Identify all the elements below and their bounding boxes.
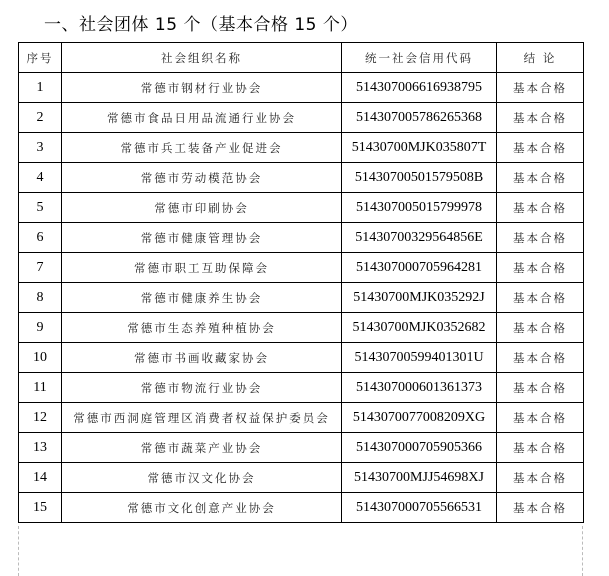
row-result: 基本合格 [497, 403, 584, 433]
header-seq: 序号 [19, 43, 62, 73]
table-row [19, 493, 584, 523]
row-org-name: 常德市生态养殖种植协会 [62, 313, 342, 343]
row-seq: 7 [19, 253, 62, 283]
table-row [19, 283, 584, 313]
row-seq: 6 [19, 223, 62, 253]
row-credit-code: 514307000601361373 [342, 373, 497, 403]
row-org-name: 常德市汉文化协会 [62, 463, 342, 493]
row-seq: 12 [19, 403, 62, 433]
row-result: 基本合格 [497, 343, 584, 373]
row-credit-code: 51430700MJK035292J [342, 283, 497, 313]
table-row [19, 373, 584, 403]
table-row [19, 223, 584, 253]
row-credit-code: 514307006616938795 [342, 73, 497, 103]
row-credit-code: 514307000705964281 [342, 253, 497, 283]
row-org-name: 常德市劳动模范协会 [62, 163, 342, 193]
row-org-name: 常德市文化创意产业协会 [62, 493, 342, 523]
row-org-name: 常德市健康管理协会 [62, 223, 342, 253]
table-row [19, 133, 584, 163]
row-credit-code: 5143070077008209XG [342, 403, 497, 433]
header-credit-code: 统一社会信用代码 [342, 43, 497, 73]
row-result: 基本合格 [497, 373, 584, 403]
table-row [19, 463, 584, 493]
row-org-name: 常德市兵工装备产业促进会 [62, 133, 342, 163]
table-row [19, 403, 584, 433]
row-org-name: 常德市钢材行业协会 [62, 73, 342, 103]
row-seq: 11 [19, 373, 62, 403]
section-heading: 一、社会团体 15 个（基本合格 15 个） [44, 15, 358, 35]
table-row [19, 313, 584, 343]
row-seq: 2 [19, 103, 62, 133]
row-credit-code: 51430700MJK035807T [342, 133, 497, 163]
row-seq: 3 [19, 133, 62, 163]
table-row [19, 103, 584, 133]
row-seq: 14 [19, 463, 62, 493]
table-row [19, 193, 584, 223]
table-row [19, 73, 584, 103]
page-margin-left [18, 526, 19, 576]
row-seq: 13 [19, 433, 62, 463]
row-seq: 15 [19, 493, 62, 523]
row-result: 基本合格 [497, 313, 584, 343]
table-row [19, 163, 584, 193]
row-seq: 4 [19, 163, 62, 193]
row-credit-code: 514307005015799978 [342, 193, 497, 223]
row-credit-code: 51430700599401301U [342, 343, 497, 373]
row-org-name: 常德市物流行业协会 [62, 373, 342, 403]
row-credit-code: 51430700MJJ54698XJ [342, 463, 497, 493]
header-org-name: 社会组织名称 [62, 43, 342, 73]
row-result: 基本合格 [497, 133, 584, 163]
row-result: 基本合格 [497, 103, 584, 133]
row-seq: 5 [19, 193, 62, 223]
row-result: 基本合格 [497, 253, 584, 283]
row-credit-code: 514307000705566531 [342, 493, 497, 523]
row-result: 基本合格 [497, 283, 584, 313]
row-seq: 9 [19, 313, 62, 343]
header-result: 结 论 [497, 43, 584, 73]
table-header-row [19, 43, 584, 73]
row-result: 基本合格 [497, 223, 584, 253]
row-credit-code: 51430700329564856E [342, 223, 497, 253]
row-org-name: 常德市印刷协会 [62, 193, 342, 223]
row-credit-code: 51430700501579508B [342, 163, 497, 193]
row-org-name: 常德市食品日用品流通行业协会 [62, 103, 342, 133]
row-credit-code: 514307005786265368 [342, 103, 497, 133]
table-row [19, 433, 584, 463]
row-seq: 1 [19, 73, 62, 103]
row-seq: 10 [19, 343, 62, 373]
row-org-name: 常德市西洞庭管理区消费者权益保护委员会 [62, 403, 342, 433]
row-org-name: 常德市书画收藏家协会 [62, 343, 342, 373]
row-result: 基本合格 [497, 73, 584, 103]
row-result: 基本合格 [497, 193, 584, 223]
row-org-name: 常德市蔬菜产业协会 [62, 433, 342, 463]
row-org-name: 常德市健康养生协会 [62, 283, 342, 313]
row-result: 基本合格 [497, 463, 584, 493]
row-credit-code: 51430700MJK0352682 [342, 313, 497, 343]
organization-table [18, 42, 584, 523]
row-org-name: 常德市职工互助保障会 [62, 253, 342, 283]
row-result: 基本合格 [497, 433, 584, 463]
row-result: 基本合格 [497, 163, 584, 193]
table-row [19, 343, 584, 373]
page-margin-right [582, 526, 583, 576]
row-result: 基本合格 [497, 493, 584, 523]
table-row [19, 253, 584, 283]
row-credit-code: 514307000705905366 [342, 433, 497, 463]
row-seq: 8 [19, 283, 62, 313]
